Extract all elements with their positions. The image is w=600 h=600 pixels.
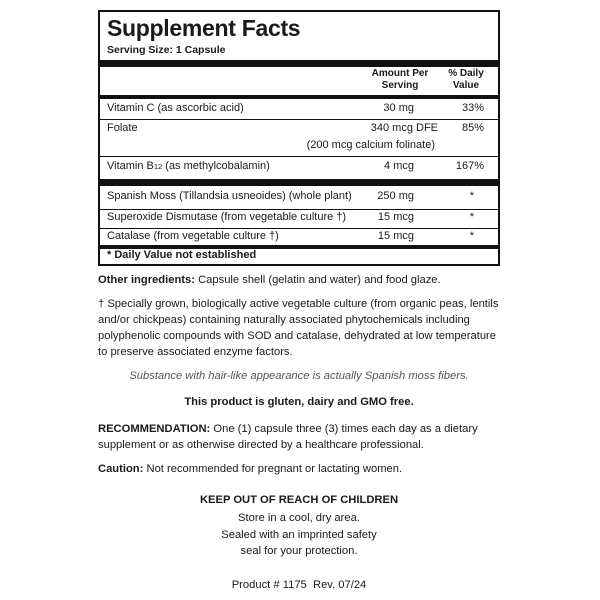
nutrient-name: Folate <box>107 122 138 134</box>
row-divider <box>100 119 498 120</box>
recommendation-text: One (1) capsule three (3) times each day as a dietary supplement or as otherwise directed by a healthcare professional. <box>98 423 478 451</box>
ingredient-name: Superoxide Dismutase (from vegetable culture †) <box>107 211 347 223</box>
divider-bar <box>100 60 498 67</box>
facts-title: Supplement Facts <box>107 15 301 41</box>
product-number: Product # 1175 Rev. 07/24 <box>231 579 367 591</box>
dv-header-line2: Value <box>452 80 480 91</box>
amount-header-line1: Amount Per <box>371 68 429 79</box>
caution-label: Caution: <box>98 463 144 475</box>
caution <box>98 461 503 477</box>
nutrient-name-suffix: (as methylcobalamin) <box>162 160 270 172</box>
nutrient-dv: 167% <box>455 160 484 172</box>
nutrient-amount-note: (200 mcg calcium folinate) <box>306 139 435 151</box>
ingredient-dv: * <box>469 211 474 223</box>
ingredient-amount: 250 mg <box>377 190 414 202</box>
storage-line: Store in a cool, dry area. <box>238 512 360 524</box>
serving-size: Serving Size: 1 Capsule <box>107 44 226 56</box>
row-divider <box>100 228 498 229</box>
recommendation <box>98 421 503 453</box>
daily-value-header <box>438 68 494 92</box>
ingredient-amount: 15 mcg <box>377 230 414 242</box>
nutrient-dv: 33% <box>461 102 484 114</box>
nutrient-name: Vitamin C (as ascorbic acid) <box>107 102 244 114</box>
ingredient-amount: 15 mcg <box>377 211 414 223</box>
ingredient-name: Catalase (from vegetable culture †) <box>107 230 279 242</box>
amount-header-line2: Serving <box>381 80 419 91</box>
nutrient-name <box>107 160 270 172</box>
nutrient-amount: 4 mcg <box>384 160 414 172</box>
other-ingredients-label: Other ingredients: <box>98 274 195 286</box>
other-ingredients-text: Capsule shell (gelatin and water) and food glaze. <box>194 274 441 286</box>
row-divider <box>100 156 498 157</box>
moss-note: Substance with hair-like appearance is actually Spanish moss fibers. <box>129 370 469 382</box>
nutrient-name-prefix: Vitamin B <box>107 160 154 172</box>
keep-out-of-reach-heading: KEEP OUT OF REACH OF CHILDREN <box>199 494 399 506</box>
nutrient-dv: 85% <box>461 122 484 134</box>
ingredient-dv: * <box>469 190 474 202</box>
row-divider <box>100 209 498 210</box>
caution-text: Not recommended for pregnant or lactating women. <box>143 463 403 475</box>
ingredient-name: Spanish Moss (Tillandsia usneoides) (whole plant) <box>107 190 352 202</box>
daily-value-footnote: * Daily Value not established <box>107 249 257 261</box>
storage-line: seal for your protection. <box>240 545 358 557</box>
nutrient-amount: 340 mcg DFE <box>370 122 438 134</box>
free-from-statement: This product is gluten, dairy and GMO free. <box>184 396 414 408</box>
divider-bar <box>100 179 498 186</box>
supplement-facts-panel <box>98 10 500 266</box>
nutrient-name-subscript: 12 <box>153 162 163 171</box>
ingredient-dv: * <box>469 230 474 242</box>
other-ingredients <box>98 272 503 288</box>
nutrient-amount: 30 mg <box>383 102 414 114</box>
dagger-footnote: † Specially grown, biologically active vegetable culture (from organic peas, lentils and/or chickpeas) containing naturally associated phytochemicals including polyphenolic compounds with SOD and catalase, dehydrated at low temperature to preserve associated enzyme factors. <box>98 298 499 358</box>
amount-per-serving-header <box>368 68 432 92</box>
dv-header-line1: % Daily <box>448 68 484 79</box>
divider-bar <box>100 95 498 99</box>
storage-line: Sealed with an imprinted safety <box>221 529 377 541</box>
recommendation-label: RECOMMENDATION: <box>98 423 211 435</box>
